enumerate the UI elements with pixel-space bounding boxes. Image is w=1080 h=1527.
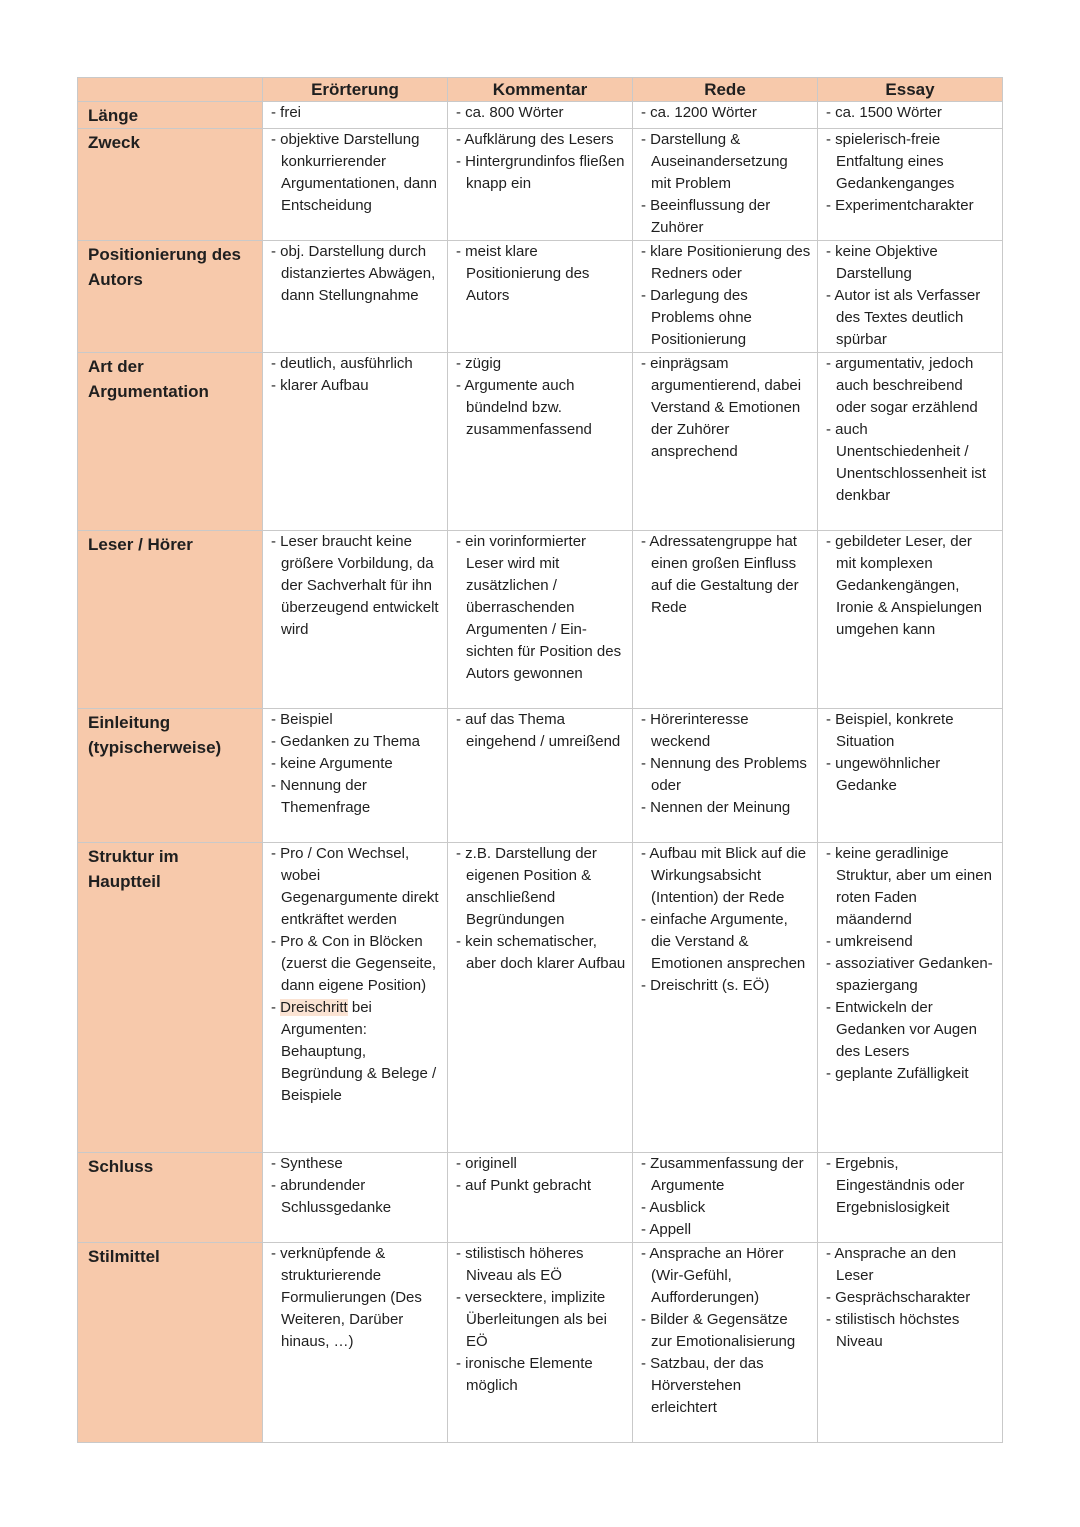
row-label: Stilmittel (78, 1243, 263, 1443)
list-item: - Beeinflussung der Zuhörer (641, 195, 811, 239)
table-row (78, 531, 1003, 709)
bullet-list (271, 1153, 441, 1219)
bullet-list (271, 531, 441, 641)
list-item: - Adressatengruppe hat einen großen Einfluss auf die Gestaltung der Rede (641, 531, 811, 619)
highlighted-term: Dreischritt (280, 999, 348, 1016)
list-item: - obj. Darstellung durch distanziertes Abwägen, dann Stellungnahme (271, 241, 441, 307)
list-item: - argumentativ, jedoch auch beschreibend oder sogar erzählend (826, 353, 996, 419)
table-cell (263, 709, 448, 843)
table-cell (263, 241, 448, 353)
row-label: Länge (78, 102, 263, 129)
table-cell (633, 102, 818, 129)
column-header-eroerterung: Erörterung (263, 78, 448, 102)
row-label: Einleitung (typischerweise) (78, 709, 263, 843)
list-item: - Nennung der Themenfrage (271, 775, 441, 819)
table-cell (448, 241, 633, 353)
table-row (78, 709, 1003, 843)
list-item: - umkreisend (826, 931, 996, 953)
bullet-list (271, 102, 441, 124)
table-cell (263, 129, 448, 241)
bullet-list (641, 843, 811, 997)
table-cell (633, 241, 818, 353)
list-item: - Gedanken zu Thema (271, 731, 441, 753)
column-header-kommentar: Kommentar (448, 78, 633, 102)
row-label: Leser / Hörer (78, 531, 263, 709)
list-item: - Synthese (271, 1153, 441, 1175)
bullet-list (641, 1153, 811, 1241)
table-cell (448, 843, 633, 1153)
table-row (78, 1243, 1003, 1443)
bullet-list (641, 102, 811, 124)
row-label: Art der Argumentation (78, 353, 263, 531)
list-item: - Appell (641, 1219, 811, 1241)
row-label: Zweck (78, 129, 263, 241)
table-cell (263, 1153, 448, 1243)
bullet-list (271, 241, 441, 307)
bullet-list (826, 1153, 996, 1219)
list-item: - Entwickeln der Gedanken vor Augen des Lesers (826, 997, 996, 1063)
table-row (78, 241, 1003, 353)
bullet-list (456, 241, 626, 307)
bullet-list (826, 843, 996, 1085)
bullet-list (456, 102, 626, 124)
list-item: - ca. 1200 Wörter (641, 102, 811, 124)
list-item: - Leser braucht keine größere Vorbildung, da der Sachverhalt für ihn überzeugend entwickelt wird (271, 531, 441, 641)
table-cell (263, 531, 448, 709)
list-item: - Ergebnis, Eingeständnis oder Ergebnislosigkeit (826, 1153, 996, 1219)
list-item: - ironische Elemente möglich (456, 1353, 626, 1397)
table-row (78, 129, 1003, 241)
table-cell (818, 1243, 1003, 1443)
list-item: - keine geradlinige Struktur, aber um einen roten Faden mäandernd (826, 843, 996, 931)
list-item: - Beispiel (271, 709, 441, 731)
list-item: - klarer Aufbau (271, 375, 441, 397)
bullet-list (641, 709, 811, 819)
bullet-list (271, 843, 441, 1107)
list-item: - Dreischritt (s. EÖ) (641, 975, 811, 997)
table-cell (818, 531, 1003, 709)
row-label: Struktur im Hauptteil (78, 843, 263, 1153)
list-item: - ca. 1500 Wörter (826, 102, 996, 124)
column-header-rede: Rede (633, 78, 818, 102)
table-cell (818, 129, 1003, 241)
bullet-list (456, 129, 626, 195)
list-item: - ungewöhnlicher Gedanke (826, 753, 996, 797)
list-item: - Nennen der Meinung (641, 797, 811, 819)
bullet-list (456, 531, 626, 685)
list-item: - verknüpfende & strukturierende Formulierungen (Des Weiteren, Darüber hinaus, …) (271, 1243, 441, 1353)
bullet-list (271, 353, 441, 397)
list-item: - geplante Zufälligkeit (826, 1063, 996, 1085)
column-header-essay: Essay (818, 78, 1003, 102)
bullet-list (826, 531, 996, 641)
list-item: - Dreischritt bei Argumenten: Behauptung, Begründung & Belege / Beispiele (271, 997, 441, 1107)
table-cell (263, 843, 448, 1153)
table-cell (818, 1153, 1003, 1243)
bullet-list (641, 531, 811, 619)
list-item: - assoziativer Gedanken-spaziergang (826, 953, 996, 997)
list-item: - gebildeter Leser, der mit komplexen Gedankengängen, Ironie & Anspielungen umgehen kann (826, 531, 996, 641)
table-cell (818, 709, 1003, 843)
row-label: Schluss (78, 1153, 263, 1243)
table-cell (263, 353, 448, 531)
table-row (78, 353, 1003, 531)
list-item: - spielerisch-freie Entfaltung eines Gedankenganges (826, 129, 996, 195)
list-item: - Pro / Con Wechsel, wobei Gegenargumente direkt entkräftet werden (271, 843, 441, 931)
list-item: - objektive Darstellung konkurrierender Argumentationen, dann Entscheidung (271, 129, 441, 217)
table-row (78, 1153, 1003, 1243)
list-item: - Nennung des Problems oder (641, 753, 811, 797)
list-item: - Ansprache an den Leser (826, 1243, 996, 1287)
table-cell (633, 1153, 818, 1243)
row-label: Positionierung des Autors (78, 241, 263, 353)
list-item: - Hintergrundinfos fließen knapp ein (456, 151, 626, 195)
list-item: - Experimentcharakter (826, 195, 996, 217)
bullet-list (641, 1243, 811, 1419)
list-item: - einprägsam argumentierend, dabei Verstand & Emotionen der Zuhörer ansprechend (641, 353, 811, 463)
bullet-list (826, 241, 996, 351)
table-cell (818, 353, 1003, 531)
list-item: - deutlich, ausführlich (271, 353, 441, 375)
header-row (78, 78, 1003, 102)
list-item: - Darlegung des Problems ohne Positionierung (641, 285, 811, 351)
list-item: - versecktere, implizite Überleitungen als bei EÖ (456, 1287, 626, 1353)
table-row (78, 102, 1003, 129)
table-cell (448, 353, 633, 531)
table-cell (633, 353, 818, 531)
table-cell (263, 102, 448, 129)
comparison-table (77, 77, 1003, 1443)
list-item: - Hörerinteresse weckend (641, 709, 811, 753)
list-item: - Pro & Con in Blöcken (zuerst die Gegenseite, dann eigene Position) (271, 931, 441, 997)
list-item: - klare Positionierung des Redners oder (641, 241, 811, 285)
list-item: - Bilder & Gegensätze zur Emotionalisierung (641, 1309, 811, 1353)
bullet-list (271, 709, 441, 819)
list-item: - Beispiel, konkrete Situation (826, 709, 996, 753)
list-item: - auf Punkt gebracht (456, 1175, 626, 1197)
list-item: - Darstellung & Auseinandersetzung mit Problem (641, 129, 811, 195)
table-cell (633, 843, 818, 1153)
list-item: - ein vorinformierter Leser wird mit zusätzlichen / überraschenden Argumenten / Ein-sichten für Position des Autors gewonnen (456, 531, 626, 685)
list-item: - keine Objektive Darstellung (826, 241, 996, 285)
list-item: - keine Argumente (271, 753, 441, 775)
list-item: - Autor ist als Verfasser des Textes deutlich spürbar (826, 285, 996, 351)
bullet-list (271, 129, 441, 217)
table-cell (818, 241, 1003, 353)
list-item: - auch Unentschiedenheit / Unentschlossenheit ist denkbar (826, 419, 996, 507)
list-item: - Zusammenfassung der Argumente (641, 1153, 811, 1197)
bullet-list (826, 102, 996, 124)
bullet-list (456, 1153, 626, 1197)
table-cell (448, 709, 633, 843)
list-item: - Satzbau, der das Hörverstehen erleichtert (641, 1353, 811, 1419)
bullet-list (826, 1243, 996, 1353)
bullet-list (456, 353, 626, 441)
list-item: - abrundender Schlussgedanke (271, 1175, 441, 1219)
bullet-list (456, 709, 626, 753)
list-item: - Aufbau mit Blick auf die Wirkungsabsicht (Intention) der Rede (641, 843, 811, 909)
table-cell (633, 129, 818, 241)
list-item: - Gesprächscharakter (826, 1287, 996, 1309)
list-item: - einfache Argumente, die Verstand & Emotionen ansprechen (641, 909, 811, 975)
list-item: - Argumente auch bündelnd bzw. zusammenfassend (456, 375, 626, 441)
list-item: - ca. 800 Wörter (456, 102, 626, 124)
bullet-list (271, 1243, 441, 1353)
table-cell (818, 843, 1003, 1153)
bullet-list (826, 709, 996, 797)
bullet-list (826, 353, 996, 507)
list-item: - zügig (456, 353, 626, 375)
bullet-list (826, 129, 996, 217)
table-cell (448, 531, 633, 709)
bullet-list (641, 353, 811, 463)
list-item: - Aufklärung des Lesers (456, 129, 626, 151)
table-cell (263, 1243, 448, 1443)
list-item: - Ausblick (641, 1197, 811, 1219)
corner-cell (78, 78, 263, 102)
table-cell (633, 1243, 818, 1443)
table-cell (448, 102, 633, 129)
list-item: - originell (456, 1153, 626, 1175)
bullet-list (641, 129, 811, 239)
table-row (78, 843, 1003, 1153)
bullet-list (456, 843, 626, 975)
list-item: - meist klare Positionierung des Autors (456, 241, 626, 307)
bullet-list (641, 241, 811, 351)
list-item: - Ansprache an Hörer (Wir-Gefühl, Aufforderungen) (641, 1243, 811, 1309)
table-cell (448, 1243, 633, 1443)
list-item: - stilistisch höchstes Niveau (826, 1309, 996, 1353)
list-item: - kein schematischer, aber doch klarer Aufbau (456, 931, 626, 975)
table-cell (633, 709, 818, 843)
list-item: - stilistisch höheres Niveau als EÖ (456, 1243, 626, 1287)
table-cell (818, 102, 1003, 129)
list-item: - z.B. Darstellung der eigenen Position & anschließend Begründungen (456, 843, 626, 931)
table-cell (633, 531, 818, 709)
table-cell (448, 129, 633, 241)
list-item: - auf das Thema eingehend / umreißend (456, 709, 626, 753)
bullet-list (456, 1243, 626, 1397)
table-cell (448, 1153, 633, 1243)
list-item: - frei (271, 102, 441, 124)
